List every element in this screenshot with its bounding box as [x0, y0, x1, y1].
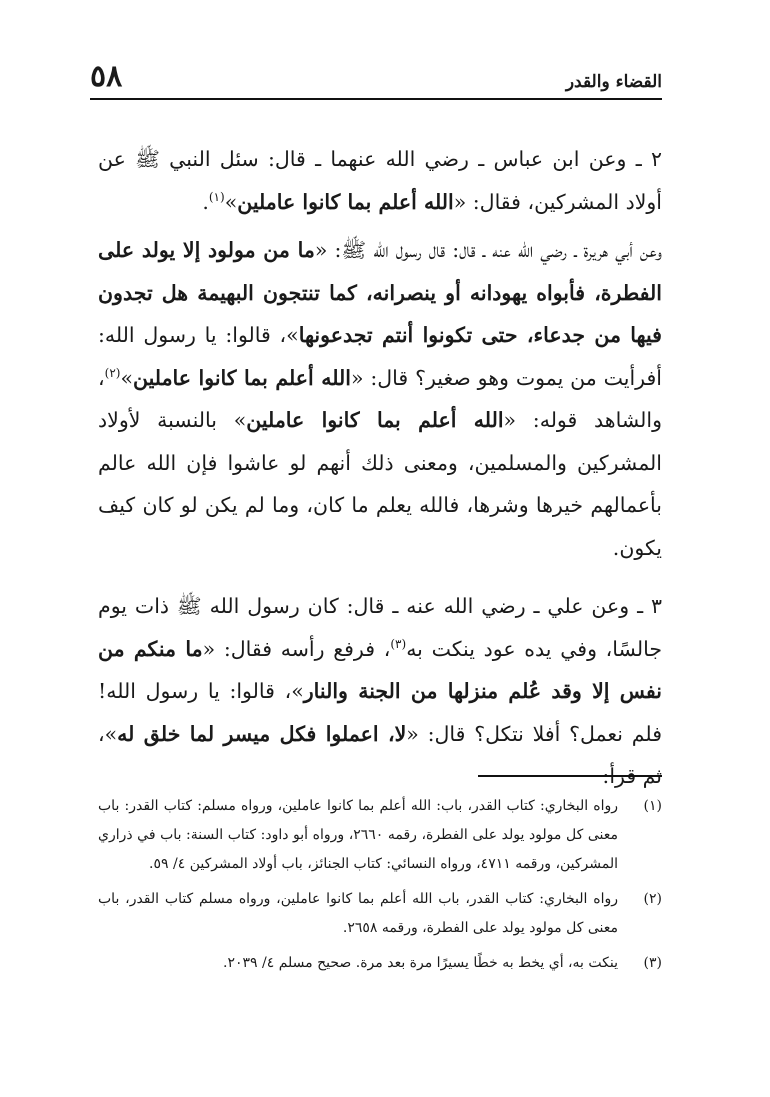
footnote-ref[interactable]: (٣) — [390, 636, 407, 651]
footnote-text: ينكت به، أي يخط به خطًا يسيرًا مرة بعد مرة. صحيح مسلم ٤/ ٢٠٣٩. — [223, 955, 618, 971]
hadith-quote: الله أعلم بما كانوا عاملين — [133, 365, 351, 390]
text-run: ، والشاهد قوله: « — [98, 365, 662, 432]
text-run: ٣ ـ وعن علي ـ رضي الله عنه ـ قال: كان رسول الله ﷺ ذات يوم جالسًا، وفي يده عود ينكت به — [98, 594, 662, 661]
paragraph-abu-hurayra — [98, 229, 662, 569]
text-run: »، قالوا: يا رسول الله! فلم نعمل؟ أفلا نتكل؟ قال: « — [98, 679, 662, 746]
text-run: » — [224, 189, 238, 214]
text-run: » بالنسبة لأولاد المشركين والمسلمين، ومعنى ذلك أنهم لو عاشوا فإن الله عالم بأعمالهم خيرها وشرها، فالله يعلم ما كان، وما لم يكن لو كان كيف يكون. — [98, 408, 662, 560]
footnote-text: رواه البخاري: كتاب القدر، باب: الله أعلم بما كانوا عاملين، ورواه مسلم: كتاب القدر: باب معنى كل مولود يولد على الفطرة، رقمه ٢٦٦٠، ورواه أبو داود: كتاب السنة: باب في ذراري المشركين، ورقمه ٤٧١١، ورواه النسائي: كتاب الجنائز، باب أولاد المشركين ٤/ ٥٩. — [98, 798, 618, 872]
text-run: »، قالوا: يا رسول الله: أفرأيت من يموت وهو صغير؟ قال: « — [98, 323, 662, 390]
hadith-quote: ما من مولود إلا يولد على الفطرة، فأبواه يهودانه أو ينصرانه، كما تنتجون البهيمة هل تجدون فيها من جدعاء، حتى تكونوا أنتم تجدعونها — [98, 238, 662, 347]
hadith-quote: لا، اعملوا فكل ميسر لما خلق له — [117, 721, 407, 746]
footnote-ref[interactable]: (١) — [208, 189, 225, 204]
footnote — [98, 885, 662, 943]
running-title: القضاء والقدر — [565, 72, 662, 92]
paragraph-hadith-3 — [98, 585, 662, 798]
text-run: . — [202, 189, 209, 214]
footnote — [98, 792, 662, 879]
text-run: ٢ ـ وعن ابن عباس ـ رضي الله عنهما ـ قال: سئل النبي ﷺ عن أولاد المشركين، فقال: « — [98, 147, 662, 214]
text-run: ، فرفع رأسه فقال: « — [202, 636, 391, 661]
page-header — [90, 60, 662, 100]
footnotes — [98, 792, 662, 984]
hadith-quote: الله أعلم بما كانوا عاملين — [237, 189, 454, 214]
page-number: ٥٨ — [90, 59, 123, 94]
footnote — [98, 949, 662, 978]
paragraph-hadith-2 — [98, 138, 662, 223]
hadith-quote: الله أعلم بما كانوا عاملين — [246, 408, 504, 432]
main-text — [98, 138, 662, 814]
text-run: وعن أبي هريرة ـ رضي الله عنه ـ قال: قال رسول الله ﷺ: « — [314, 238, 662, 262]
text-run: » — [120, 365, 133, 390]
footnote-number: (١) — [643, 798, 662, 814]
footnote-number: (٣) — [643, 955, 662, 971]
footnote-ref[interactable]: (٢) — [104, 365, 121, 380]
footnote-number: (٢) — [643, 891, 662, 907]
footnote-text: رواه البخاري: كتاب القدر، باب الله أعلم بما كانوا عاملين، ورواه مسلم كتاب القدر، باب معنى كل مولود يولد على الفطرة، ورقمه ٢٦٥٨. — [98, 891, 618, 936]
text-run: »، ثم قرأ: — [98, 721, 662, 788]
hadith-quote: ما منكم من نفس إلا وقد عُلم منزلها من الجنة والنار — [98, 636, 662, 703]
footnote-divider — [478, 775, 662, 777]
